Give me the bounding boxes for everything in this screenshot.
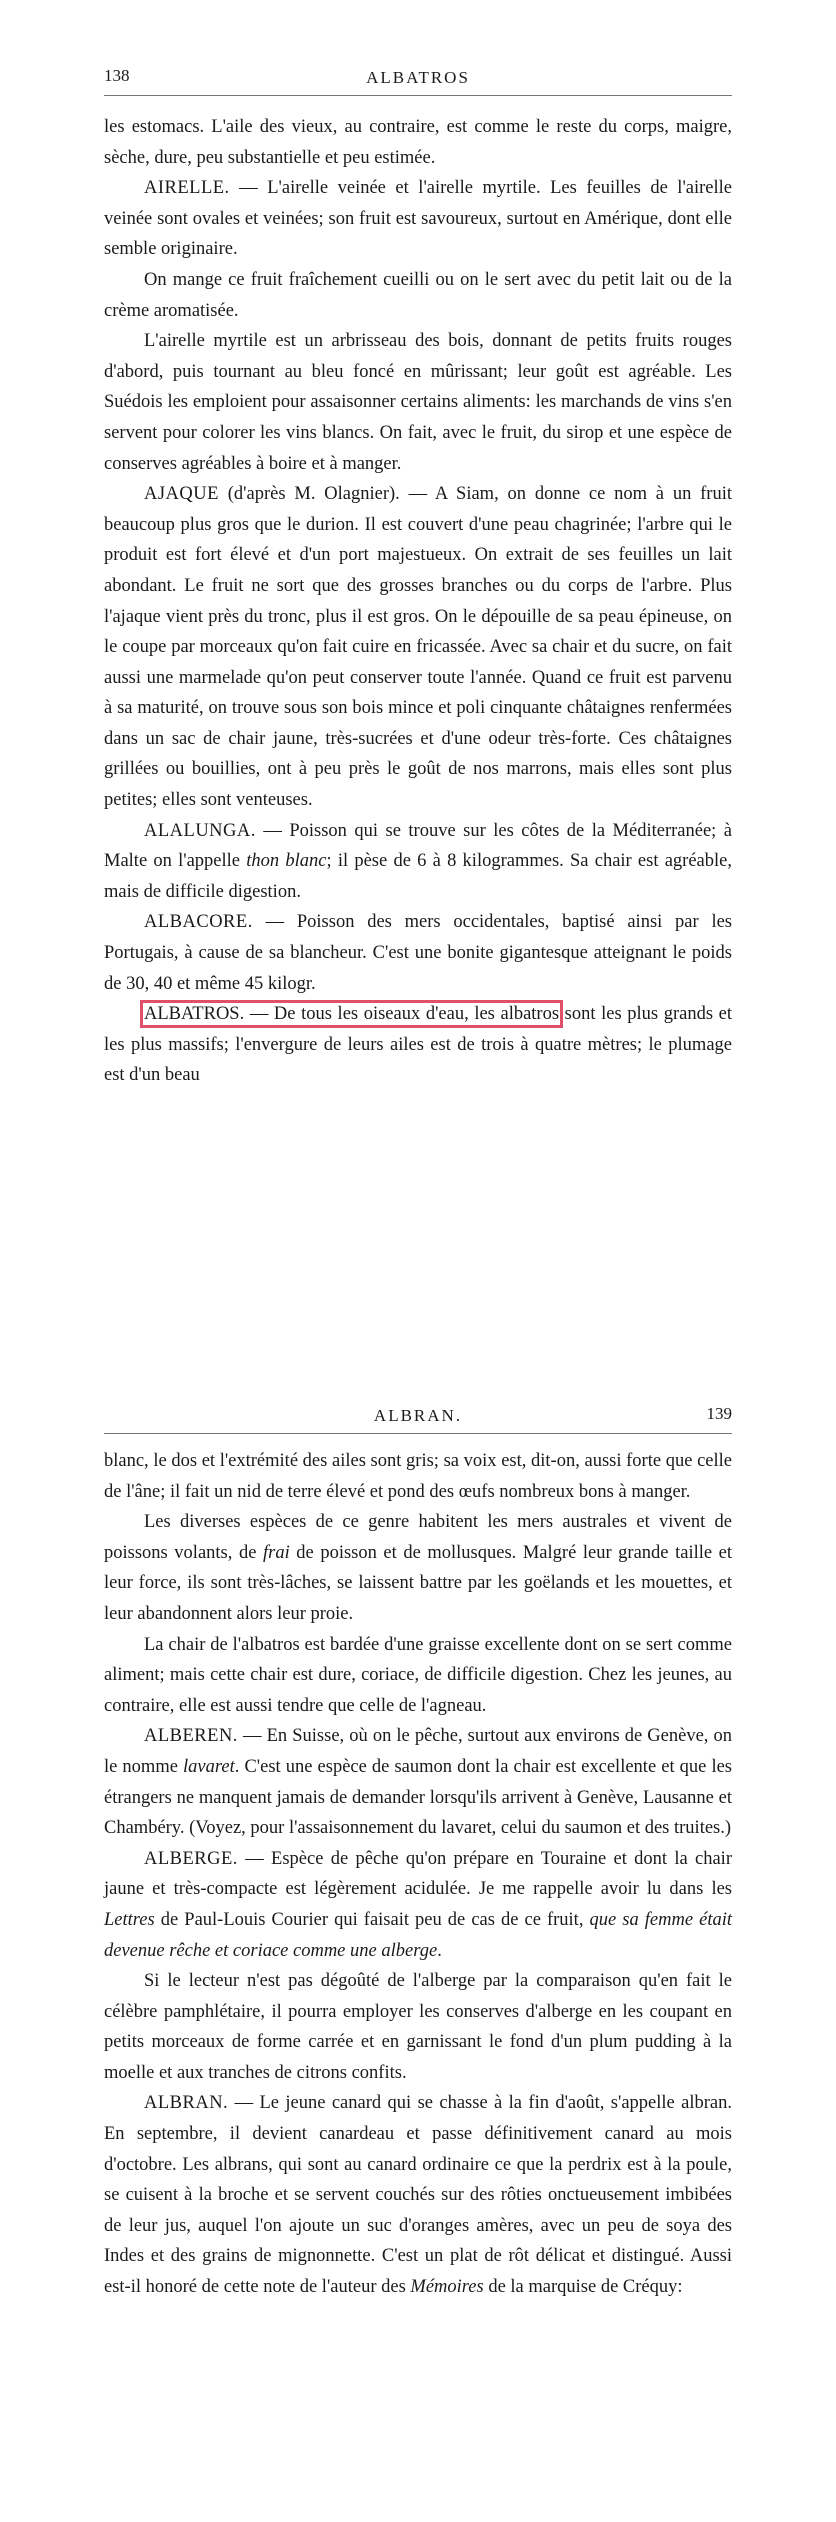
paragraph: blanc, le dos et l'extrémité des ailes sont gris; sa voix est, dit-on, aussi forte que celle de l'âne; il fait un nid de terre élevé et pond des œufs nombreux bons à manger. xyxy=(104,1451,732,1502)
paragraph: Les diverses espèces de ce genre habitent les mers australes et vivent de poissons volants, de frai de poisson et de mollusques. Malgré leur grande taille et leur force, ils sont très-lâches, se laissent battre par les goëlands et les mouettes, et leur abandonnent alors leur proie. xyxy=(104,1512,732,1624)
entry-airelle: AIRELLE. — L'airelle veinée et l'airelle myrtile. Les feuilles de l'airelle veinée sont ovales et veinées; son fruit est savoureux, surtout en Amérique, dont elle semble originaire. xyxy=(104,178,732,260)
running-head xyxy=(104,1400,732,1434)
page-body xyxy=(104,112,732,1091)
headword: ALBERGE. xyxy=(144,1848,238,1869)
entry-ajaque: AJAQUE (d'après M. Olagnier). — A Siam, on donne ce nom à un fruit beaucoup plus gros que le durion. Il est couvert d'une peau chagrinée; l'arbre qui le produit est fort élevé et d'un port majestueux. On extrait de ses feuilles un lait abondant. Le fruit ne sort que des grosses branches ou du corps de l'arbre. Plus l'ajaque vient près du tronc, plus il est gros. On le dépouille de sa peau épineuse, on le coupe par morceaux qu'on fait cuire en fricassée. Avec sa chair et du sucre, on fait aussi une marmelade qu'on peut conserver toute l'année. Quand ce fruit est parvenu à sa maturité, on trouve sous son bois mince et poli cinquante châtaignes renfermées dans un sac de chair jaune, très-sucrées et d'une odeur très-forte. Ces châtaignes grillées ou bouillies, ont à peu près le goût de nos marrons, mais elles sont plus petites; elles sont venteuses. xyxy=(104,484,732,811)
headword: ALALUNGA. xyxy=(144,820,256,841)
page-number: 139 xyxy=(706,1404,732,1423)
entry-alberen: ALBEREN. — En Suisse, où on le pêche, surtout aux environs de Genève, on le nomme lavaret. C'est une espèce de saumon dont la chair est excellente et que les étrangers ne manquent jamais de demander lorsqu'ils arrivent à Genève, Lausanne et Chambéry. (Voyez, pour l'assaisonnement du lavaret, celui du saumon et des truites.) xyxy=(104,1726,733,1839)
entry-albatros: ALBATROS. — De tous les oiseaux d'eau, les albatros sont les plus grands et les plus massifs; l'envergure de leurs ailes est de trois à quatre mètres; le plumage est d'un beau xyxy=(104,1004,732,1086)
paragraph: L'airelle myrtile est un arbrisseau des bois, donnant de petits fruits rouges d'abord, puis tournant au bleu foncé en mûrissant; leur goût est agréable. Les Suédois les emploient pour assaisonner certains aliments: les marchands de vins s'en servent pour colorer les vins blancs. On fait, avec le fruit, du sirop et une espèce de conserves agréables à boire et à manger. xyxy=(104,331,732,474)
highlighted-phrase[interactable]: ALBATROS. — De tous les oiseaux d'eau, les albatros xyxy=(144,1004,560,1025)
page-body xyxy=(104,1446,732,2303)
headword: AIRELLE. xyxy=(144,178,230,199)
header-rule xyxy=(104,1433,732,1434)
headword: AJAQUE xyxy=(144,484,219,505)
paragraph: Si le lecteur n'est pas dégoûté de l'alberge par la comparaison qu'en fait le célèbre pamphlétaire, il pourra employer les conserves d'alberge en les coupant en petits morceaux de forme carrée et en garnissant le fond d'un plum pudding à la moelle et aux tranches de citrons confits. xyxy=(104,1971,732,2083)
headword: ALBACORE. xyxy=(144,912,253,933)
paragraph: les estomacs. L'aile des vieux, au contraire, est comme le reste du corps, maigre, sèche, dure, peu substantielle et peu estimée. xyxy=(104,117,732,168)
running-head-title: ALBATROS xyxy=(366,68,470,87)
header-rule xyxy=(104,95,732,96)
paragraph: On mange ce fruit fraîchement cueilli ou on le sert avec du petit lait ou de la crème aromatisée. xyxy=(104,269,732,321)
page-139 xyxy=(0,1240,836,2522)
running-head-title: ALBRAN. xyxy=(373,1406,463,1425)
entry-albran: ALBRAN. — Le jeune canard qui se chasse à la fin d'août, s'appelle albran. En septembre, il devient canardeau et passe définitivement canard au mois d'octobre. Les albrans, qui sont au canard ordinaire ce que la perdrix est à la poule, se cuisent à la broche et se servent couchés sur des rôties onctueusement imbibées de leur jus, auquel l'on ajoute un suc d'oranges amères, avec un peu de soya des Indes et des grains de mignonnette. C'est un plat de rôt délicat et distingué. Aussi est-il honoré de cette note de l'auteur des Mémoires de la marquise de Créquy: xyxy=(104,2093,732,2298)
page-number: 138 xyxy=(104,66,130,85)
entry-albacore: ALBACORE. — Poisson des mers occidentales, baptisé ainsi par les Portugais, à cause de sa blancheur. C'est une bonite gigantesque atteignant le poids de 30, 40 et même 45 kilogr. xyxy=(104,912,732,994)
headword: ALBEREN. xyxy=(144,1726,238,1747)
running-head xyxy=(104,62,732,96)
entry-alalunga: ALALUNGA. — Poisson qui se trouve sur les côtes de la Méditerranée; à Malte on l'appelle thon blanc; il pèse de 6 à 8 kilogrammes. Sa chair est agréable, mais de difficile digestion. xyxy=(104,820,732,902)
headword: ALBRAN. xyxy=(144,2093,229,2114)
paragraph: La chair de l'albatros est bardée d'une graisse excellente dont on se sert comme aliment; mais cette chair est dure, coriace, de difficile digestion. Chez les jeunes, au contraire, elle est aussi tendre que celle de l'agneau. xyxy=(104,1634,732,1716)
entry-alberge: ALBERGE. — Espèce de pêche qu'on prépare en Touraine et dont la chair jaune et très-compacte est légèrement acidulée. Je me rappelle avoir lu dans les Lettres de Paul-Louis Courier qui faisait peu de cas de ce fruit, que sa femme était devenue rêche et coriace comme une alberge. xyxy=(104,1848,732,1961)
page-138 xyxy=(0,0,836,1240)
